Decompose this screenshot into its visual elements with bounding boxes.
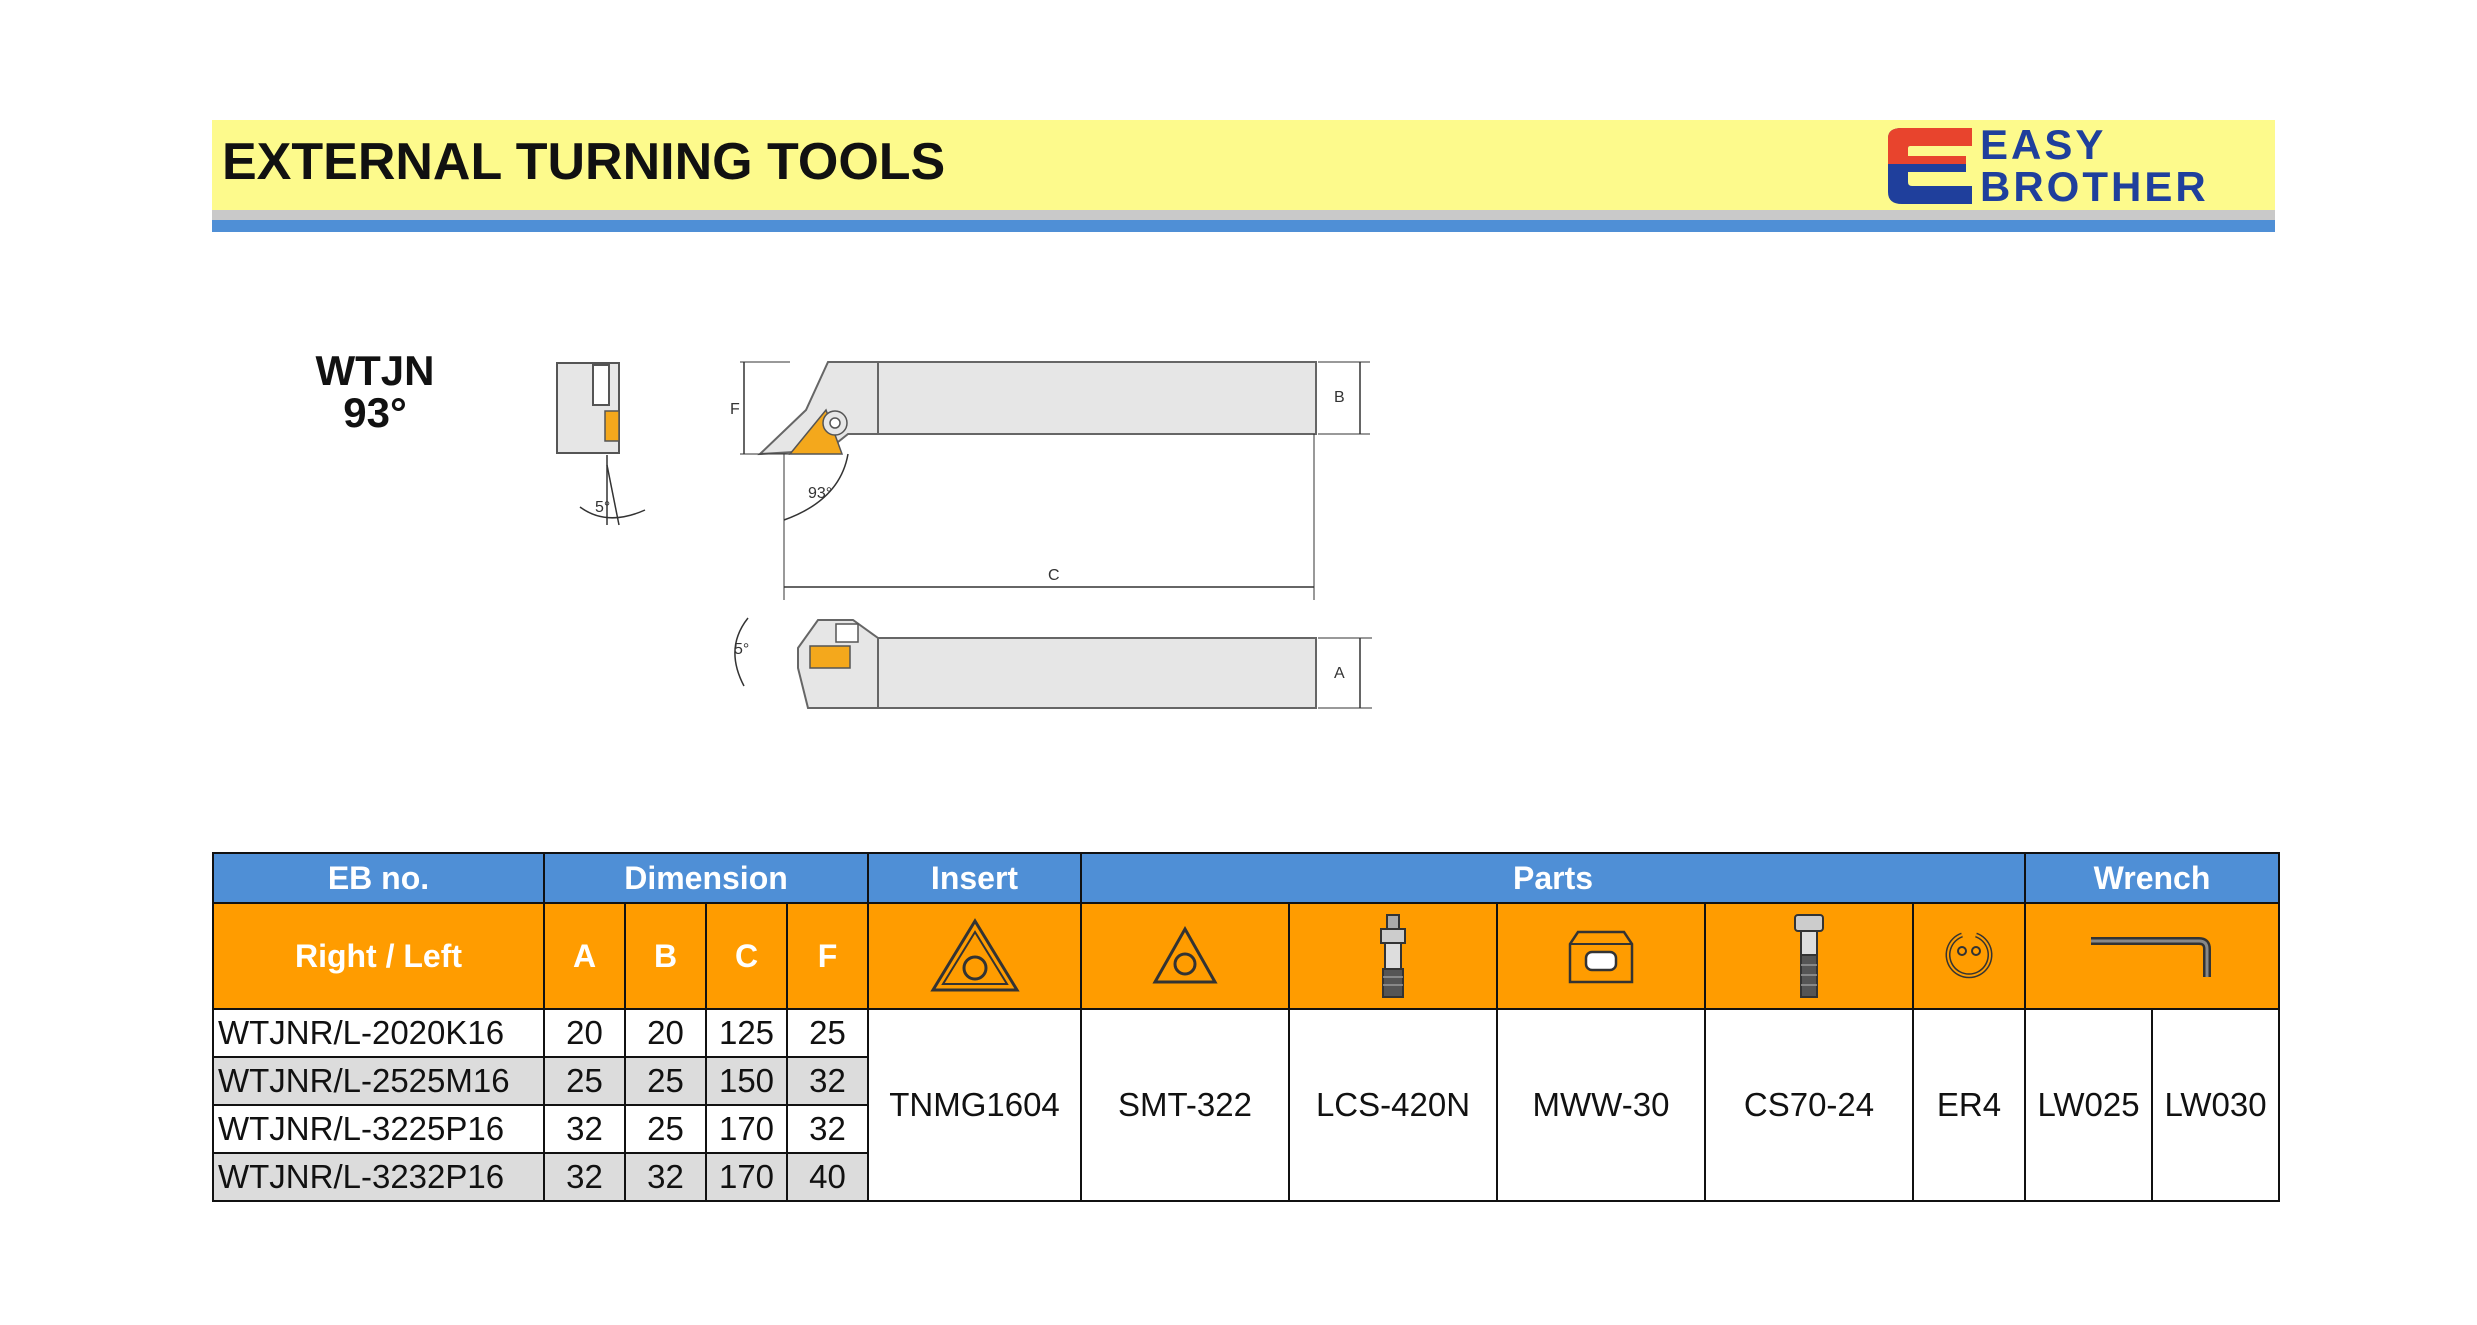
table-row (213, 1009, 2279, 1057)
tool-code-label (300, 347, 450, 436)
shim-cell: SMT-322 (1081, 1009, 1289, 1201)
dim-c-cell: 150 (706, 1057, 787, 1105)
ring-cell: ER4 (1913, 1009, 2025, 1201)
clamp-icon (1566, 924, 1636, 988)
header-divider-grey (212, 210, 2275, 220)
dim-b-cell: 25 (625, 1057, 706, 1105)
retaining-ring-icon (1942, 929, 1996, 983)
model-cell: WTJNR/L-3225P16 (213, 1105, 544, 1153)
model-cell: WTJNR/L-3232P16 (213, 1153, 544, 1201)
lock-pin-icon (1373, 913, 1413, 999)
top-view-drawing (730, 350, 1390, 600)
triangle-insert-icon (927, 916, 1023, 996)
dim-a-label: A (1334, 665, 1345, 682)
dim-a-cell: 20 (544, 1009, 625, 1057)
header-dimension: Dimension (544, 853, 868, 903)
pin-icon-cell (1289, 903, 1497, 1009)
brand-logo (1880, 121, 2270, 210)
page-title: EXTERNAL TURNING TOOLS (222, 133, 946, 191)
ring-icon-cell (1913, 903, 2025, 1009)
dim-c-cell: 170 (706, 1153, 787, 1201)
header-divider-blue (212, 220, 2275, 232)
dim-b-label: B (1334, 389, 1345, 406)
header-right-left: Right / Left (213, 903, 544, 1009)
angle-5-side-label: 5° (734, 641, 750, 658)
header-insert: Insert (868, 853, 1081, 903)
header-f: F (787, 903, 868, 1009)
tool-angle: 93° (343, 389, 407, 436)
wrench-1-cell: LW025 (2025, 1009, 2152, 1201)
header-eb-no: EB no. (213, 853, 544, 903)
dim-f-cell: 32 (787, 1057, 868, 1105)
dim-c-cell: 170 (706, 1105, 787, 1153)
header-a: A (544, 903, 625, 1009)
brand-line-1: EASY (1980, 121, 2107, 168)
dim-b-cell: 32 (625, 1153, 706, 1201)
end-view-drawing (545, 355, 685, 535)
insert-icon-cell (868, 903, 1081, 1009)
dim-a-cell: 32 (544, 1153, 625, 1201)
dim-b-cell: 20 (625, 1009, 706, 1057)
model-cell: WTJNR/L-2525M16 (213, 1057, 544, 1105)
dim-f-cell: 32 (787, 1105, 868, 1153)
wrench-icon-cell (2025, 903, 2279, 1009)
clamp-cell: MWW-30 (1497, 1009, 1705, 1201)
model-cell: WTJNR/L-2020K16 (213, 1009, 544, 1057)
sub-header-row (213, 903, 2279, 1009)
shim-icon-cell (1081, 903, 1289, 1009)
pin-cell: LCS-420N (1289, 1009, 1497, 1201)
dim-a-cell: 32 (544, 1105, 625, 1153)
dim-f-cell: 25 (787, 1009, 868, 1057)
brand-e-icon (1880, 124, 1980, 208)
dim-c-cell: 125 (706, 1009, 787, 1057)
spec-table (212, 852, 2280, 1202)
angle-93-label: 93° (808, 485, 833, 502)
clamp-icon-cell (1497, 903, 1705, 1009)
dim-a-cell: 25 (544, 1057, 625, 1105)
header-b: B (625, 903, 706, 1009)
screw-cell: CS70-24 (1705, 1009, 1913, 1201)
insert-cell: TNMG1604 (868, 1009, 1081, 1201)
tool-code: WTJN (315, 347, 435, 394)
screw-icon (1789, 913, 1829, 999)
dim-f-label: F (730, 401, 740, 418)
angle-5-top-label: 5° (595, 499, 611, 516)
group-header-row (213, 853, 2279, 903)
side-view-drawing (718, 598, 1378, 718)
dim-c-label: C (1048, 567, 1060, 584)
wrench-2-cell: LW030 (2152, 1009, 2279, 1201)
header-parts: Parts (1081, 853, 2025, 903)
hex-wrench-icon (2087, 931, 2217, 981)
screw-icon-cell (1705, 903, 1913, 1009)
header-wrench: Wrench (2025, 853, 2279, 903)
brand-line-2: BROTHER (1980, 163, 2209, 210)
header-c: C (706, 903, 787, 1009)
triangle-shim-icon (1150, 924, 1220, 988)
dim-f-cell: 40 (787, 1153, 868, 1201)
dim-b-cell: 25 (625, 1105, 706, 1153)
